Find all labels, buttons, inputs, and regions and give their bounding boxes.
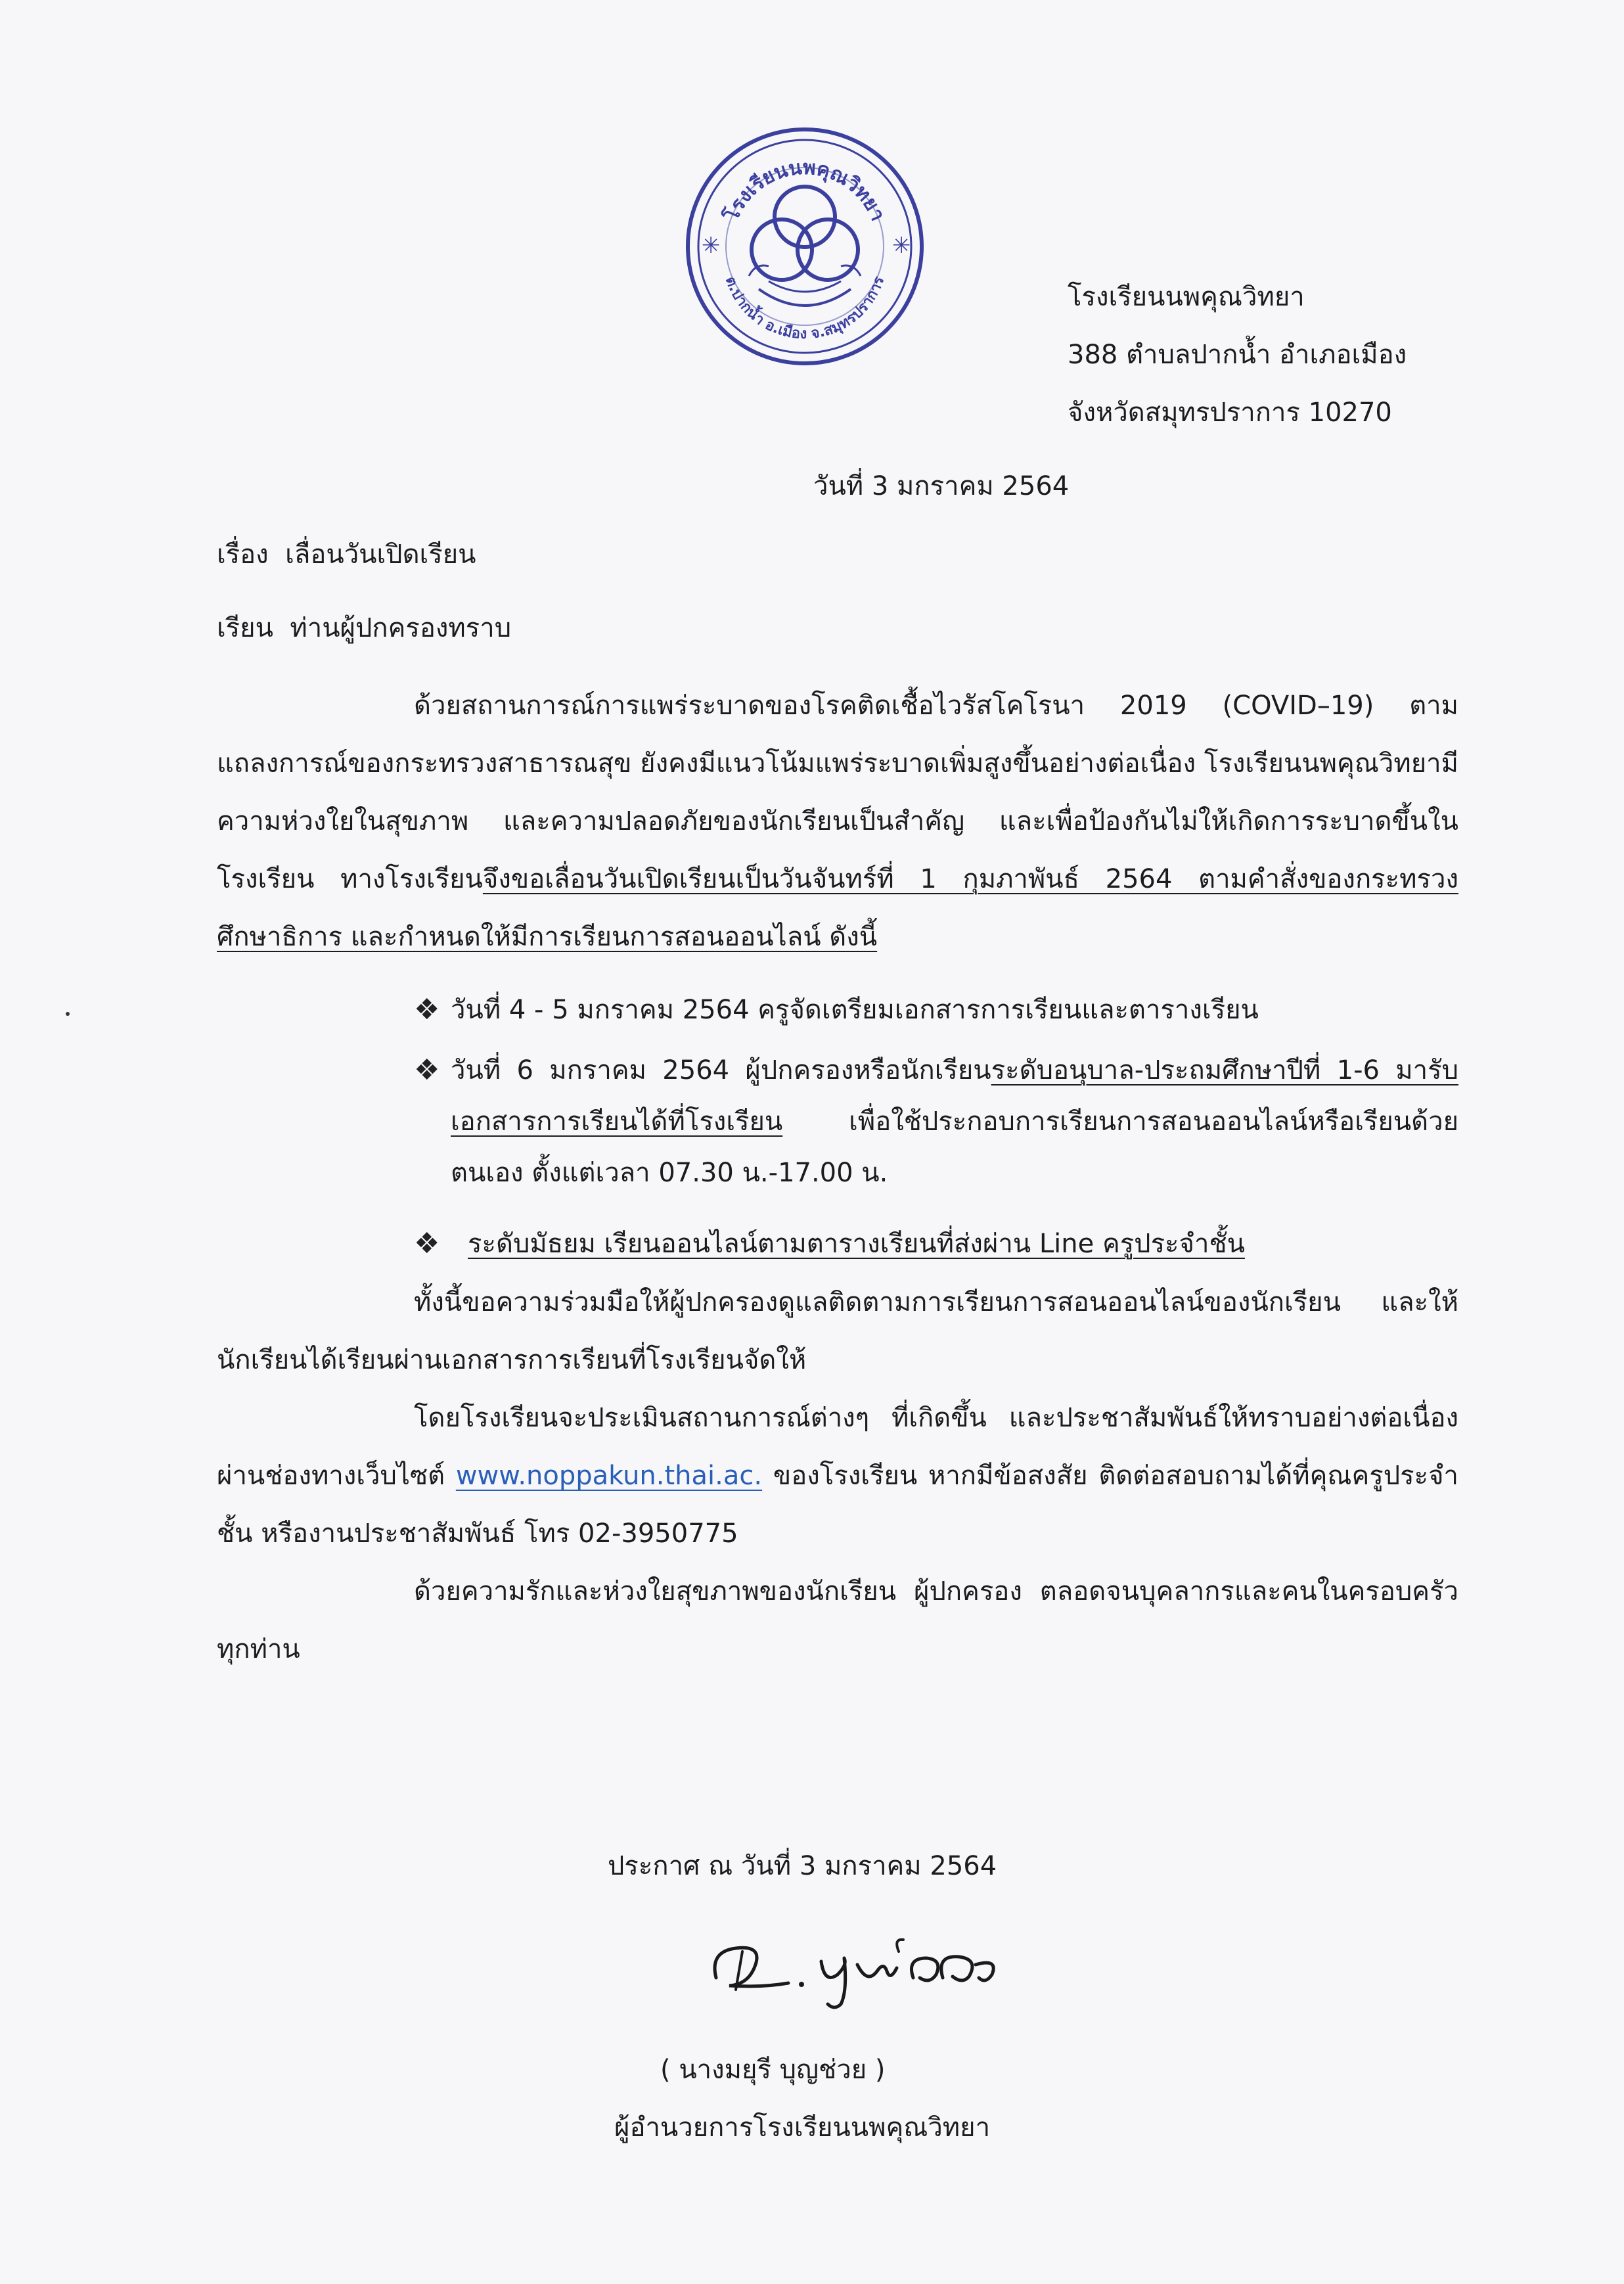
bullet-lead-text: วันที่ 6 มกราคม 2564 ผู้ปกครองหรือนักเรียน (451, 1055, 991, 1085)
sender-address-line1: 388 ตำบลปากน้ำ อำเภอเมือง (1068, 340, 1407, 370)
intro-text: ด้วยสถานการณ์การแพร่ระบาดของโรคติดเชื้อไวรัสโคโรนา 2019 (COVID–19) ตามแถลงการณ์ของกระทรวงสาธารณสุข ยังคงมีแนวโน้มแพร่ระบาดเพิ่มสูงขึ้นอย่างต่อเนื่อง โรงเรียนนพคุณวิทยามีความห่วงใยในสุขภาพ และความปลอดภัยของนักเรียนเป็นสำคัญ และเพื่อป้องกันไม่ให้เกิดการระบาดขึ้นในโรงเรียน ทางโรงเรียน (217, 691, 1458, 894)
intro-underlined-text: จึงขอเลื่อนวันเปิดเรียนเป็นวันจันทร์ที่ 1 กุมภาพันธ์ 2564 ตามคำสั่งของกระทรวงศึกษาธิการ และกำหนดให้มีการเรียนการสอนออนไลน์ ดังนี้ (217, 864, 1458, 952)
seal-top-text: โรงเรียนนพคุณวิทยา (720, 156, 890, 225)
assessment-paragraph (217, 1389, 1458, 1563)
bullet-text (451, 1218, 1458, 1269)
subject-label: เรื่อง (217, 539, 269, 570)
school-seal-logo (683, 125, 926, 368)
salutation-label: เรียน (217, 613, 273, 643)
stray-mark (66, 1012, 70, 1016)
assessment-text-end: ของโรงเรียน หากมีข้อสงสัย ติดต่อสอบถามได้ที่คุณครูประจำชั้น หรืองานประชาสัมพันธ์ โทร 02-3950775 (217, 1461, 1458, 1549)
seal-bottom-text: ต.ปากน้ำ อ.เมือง จ.สมุทรปราการ (721, 274, 888, 343)
diamond-bullet-icon: ❖ (414, 993, 440, 1026)
cooperation-paragraph: ทั้งนี้ขอความร่วมมือให้ผู้ปกครองดูแลติดตามการเรียนการสอนออนไลน์ของนักเรียน และให้นักเรียนได้เรียนผ่านเอกสารการเรียนที่โรงเรียนจัดให้ (217, 1287, 1458, 1375)
diamond-bullet-icon: ❖ (414, 1227, 440, 1260)
website-link[interactable]: www.noppakun.thai.ac. (455, 1461, 763, 1491)
bullet-underlined-text: ระดับมัธยม เรียนออนไลน์ตามตารางเรียนที่ส่งผ่าน Line ครูประจำชั้น (468, 1229, 1245, 1259)
intro-paragraph (217, 677, 1458, 966)
signatory-name: ( นางมยุรี บุญช่วย ) (660, 2055, 886, 2085)
announcement-date: ประกาศ ณ วันที่ 3 มกราคม 2564 (608, 1851, 997, 1881)
salutation-line (217, 610, 511, 647)
letter-date: วันที่ 3 มกราคม 2564 (813, 471, 1070, 501)
bullet-text (451, 1045, 1458, 1199)
salutation-text: ท่านผู้ปกครองทราบ (290, 613, 512, 643)
bullet-item (414, 1045, 1458, 1199)
subject-text: เลื่อนวันเปิดเรียน (285, 539, 476, 570)
signature-image (690, 1912, 1018, 2011)
assessment-text: โดยโรงเรียนจะประเมินสถานการณ์ต่างๆ ที่เกิดขึ้น และประชาสัมพันธ์ให้ทราบอย่างต่อเนื่อง ผ่านช่องทางเว็บไซต์ (217, 1403, 1458, 1491)
closing-paragraph: ด้วยความรักและห่วงใยสุขภาพของนักเรียน ผู้ปกครอง ตลอดจนบุคลากรและคนในครอบครัวทุกท่าน (217, 1576, 1458, 1664)
svg-text:✳: ✳ (892, 233, 911, 259)
diamond-bullet-icon: ❖ (414, 1053, 440, 1087)
bullet-item (414, 984, 1458, 1036)
subject-line (217, 536, 476, 573)
svg-text:✳: ✳ (702, 233, 721, 259)
bullet-tail-text: เพื่อใช้ประกอบการเรียนการสอนออนไลน์หรือเรียนด้วยตนเอง ตั้งแต่เวลา 07.30 น.-17.00 น. (451, 1107, 1458, 1188)
bullet-text: วันที่ 4 - 5 มกราคม 2564 ครูจัดเตรียมเอกสารการเรียนและตารางเรียน (451, 995, 1259, 1025)
signatory-position: ผู้อำนวยการโรงเรียนนพคุณวิทยา (614, 2113, 991, 2143)
bullet-underlined-text: ระดับอนุบาล-ประถมศึกษาปีที่ 1-6 มารับเอกสารการเรียนได้ที่โรงเรียน (451, 1055, 1459, 1137)
sender-school-name: โรงเรียนนพคุณวิทยา (1068, 282, 1305, 312)
sender-address-line2: จังหวัดสมุทรปราการ 10270 (1068, 398, 1392, 428)
bullet-item (414, 1218, 1458, 1269)
